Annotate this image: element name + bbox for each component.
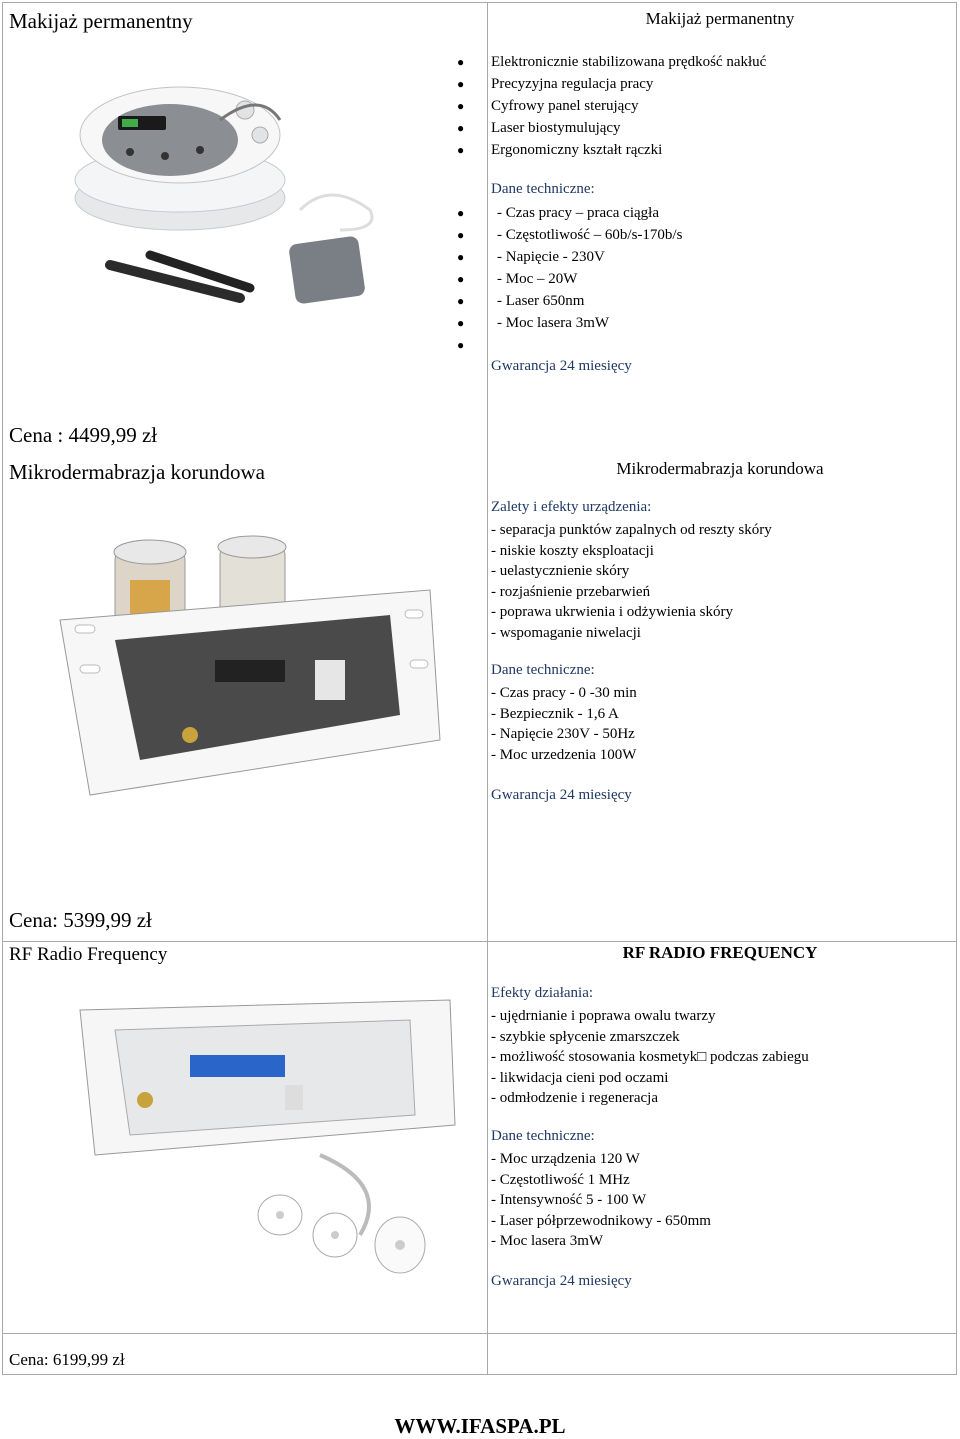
list-item: ● Laser biostymulujący: [457, 120, 621, 136]
warranty-text: Gwarancja 24 miesięcy: [491, 358, 632, 374]
microdermabrasion-device-image: [45, 530, 465, 810]
list-item: ● - Czas pracy – praca ciągła: [457, 205, 659, 221]
list-item: ●: [457, 338, 465, 352]
list-item: - Moc urządzenia 120 W: [491, 1151, 640, 1167]
list-item: - Intensywność 5 - 100 W: [491, 1192, 647, 1208]
list-item: ● Precyzyjna regulacja pracy: [457, 76, 654, 92]
list-item: - separacja punktów zapalnych od reszty skóry: [491, 522, 772, 538]
price-text: Cena: 6199,99 zł: [9, 1350, 125, 1369]
price-text: Cena: 5399,99 zł: [9, 908, 152, 932]
list-item: - Napięcie 230V - 50Hz: [491, 726, 635, 742]
effects-heading: Efekty działania:: [491, 985, 594, 1001]
tech-heading: Dane techniczne:: [491, 181, 595, 197]
tech-heading: Dane techniczne:: [491, 662, 595, 678]
warranty-text: Gwarancja 24 miesięcy: [491, 1273, 632, 1289]
list-item: - możliwość stosowania kosmetyk□ podczas zabiegu: [491, 1049, 809, 1065]
list-item: - niskie koszty eksploatacji: [491, 542, 654, 559]
benefits-list: [491, 520, 772, 643]
row-divider: [3, 1333, 956, 1334]
section-title-right: Makijaż permanentny: [645, 9, 795, 28]
list-item: - poprawa ukrwienia i odżywienia skóry: [491, 604, 734, 620]
list-item: ● - Napięcie - 230V: [457, 249, 605, 265]
section-title-left: RF Radio Frequency: [9, 944, 168, 965]
list-item: - wspomaganie niwelacji: [491, 624, 641, 641]
section-title-right: RF RADIO FREQUENCY: [622, 943, 818, 962]
list-item: ● Elektronicznie stabilizowana prędkość nakłuć: [457, 54, 767, 70]
rf-device-image: [70, 995, 460, 1285]
list-item: - Moc lasera 3mW: [491, 1233, 604, 1249]
tech-heading: Dane techniczne:: [491, 1128, 595, 1144]
list-item: ● - Moc – 20W: [457, 271, 578, 287]
column-divider: [487, 3, 488, 1374]
permanent-makeup-device-image: [70, 80, 390, 310]
section-title-left: Mikrodermabrazja korundowa: [9, 460, 265, 484]
list-item: - Częstotliwość 1 MHz: [491, 1171, 630, 1188]
list-item: - ujędrnianie i poprawa owalu twarzy: [491, 1008, 716, 1024]
list-item: ● - Laser 650nm: [457, 293, 585, 309]
tech-list: [491, 1149, 711, 1252]
list-item: - rozjaśnienie przebarwień: [491, 583, 651, 600]
list-item: ● Ergonomiczny kształt rączki: [457, 142, 663, 158]
section-title-right: Mikrodermabrazja korundowa: [616, 459, 824, 478]
list-item: - Czas pracy - 0 -30 min: [491, 685, 637, 701]
list-item: ● - Moc lasera 3mW: [457, 315, 610, 331]
list-item: - szybkie spłycenie zmarszczek: [491, 1028, 680, 1045]
list-item: - likwidacja cieni pod oczami: [491, 1069, 669, 1086]
list-item: - odmłodzenie i regeneracja: [491, 1090, 658, 1106]
row-divider: [3, 941, 956, 942]
tech-list: [457, 202, 683, 356]
list-item: - Bezpiecznik - 1,6 A: [491, 705, 619, 722]
price-text: Cena : 4499,99 zł: [9, 423, 158, 447]
list-item: - Moc urzedzenia 100W: [491, 746, 637, 763]
footer-url: WWW.IFASPA.PL: [394, 1414, 566, 1438]
section-title-left: Makijaż permanentny: [9, 9, 193, 33]
list-item: - uelastycznienie skóry: [491, 563, 630, 579]
warranty-text: Gwarancja 24 miesięcy: [491, 787, 632, 803]
effects-list: [491, 1006, 809, 1109]
list-item: ● - Częstotliwość – 60b/s-170b/s: [457, 227, 683, 243]
benefits-heading: Zalety i efekty urządzenia:: [491, 499, 652, 515]
list-item: ● Cyfrowy panel sterujący: [457, 98, 639, 114]
list-item: - Laser półprzewodnikowy - 650mm: [491, 1212, 711, 1229]
feature-list: [457, 51, 767, 161]
tech-list: [491, 683, 637, 765]
